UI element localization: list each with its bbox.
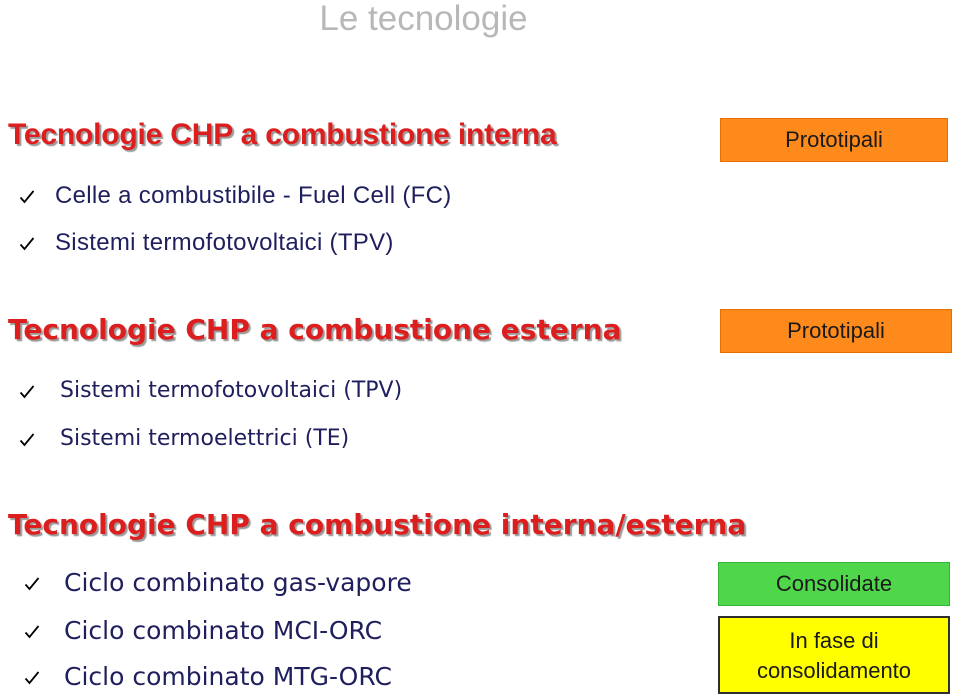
list-item — [19, 424, 349, 454]
list-item-label: Ciclo combinato MCI-ORC — [64, 616, 383, 645]
list-item-label: Ciclo combinato MTG-ORC — [64, 662, 392, 691]
list-item — [24, 568, 412, 598]
list-item-label: Sistemi termofotovoltaici (TPV) — [55, 229, 394, 256]
status-badge-in-consolidamento: In fase di consolidamento — [718, 616, 950, 694]
section-heading-internal-external: Tecnologie CHP a combustione interna/esterna — [8, 508, 747, 541]
list-item — [19, 228, 394, 258]
list-item-label: Sistemi termoelettrici (TE) — [60, 426, 350, 451]
check-icon — [19, 228, 37, 258]
check-icon — [19, 424, 37, 454]
check-icon — [24, 662, 42, 692]
check-icon — [19, 181, 37, 211]
check-icon — [19, 376, 37, 406]
list-item — [19, 376, 402, 406]
list-item-label: Sistemi termofotovoltaici (TPV) — [60, 378, 403, 403]
check-icon — [24, 616, 42, 646]
list-item — [19, 181, 452, 211]
status-badge-prototipali-internal: Prototipali — [720, 118, 948, 162]
section-heading-external: Tecnologie CHP a combustione esterna — [8, 313, 622, 346]
section-heading-internal: Tecnologie CHP a combustione interna — [8, 118, 557, 151]
status-badge-consolidate: Consolidate — [718, 562, 950, 606]
status-badge-prototipali-external: Prototipali — [720, 309, 952, 353]
list-item-label: Celle a combustibile - Fuel Cell (FC) — [55, 182, 452, 209]
check-icon — [24, 568, 42, 598]
list-item — [24, 616, 382, 646]
slide-title: Le tecnologie — [319, 0, 528, 38]
list-item-label: Ciclo combinato gas-vapore — [64, 568, 412, 597]
list-item — [24, 662, 392, 692]
